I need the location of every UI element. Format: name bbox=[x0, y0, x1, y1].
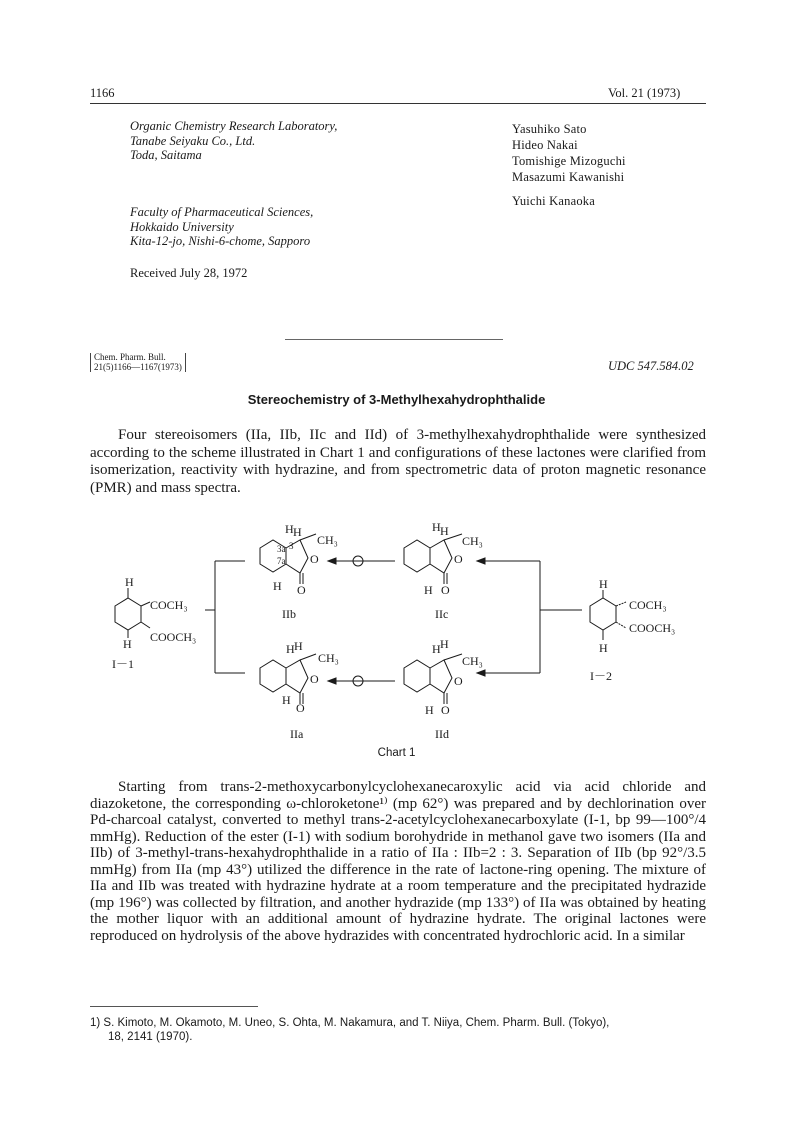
abstract bbox=[90, 427, 706, 497]
separator-rule bbox=[285, 339, 503, 340]
IIb-methyl-label: CH₃ bbox=[317, 533, 338, 547]
IIa-h2-label: H bbox=[294, 639, 303, 653]
header-rule bbox=[90, 103, 706, 104]
IIb-compound-label: IIb bbox=[282, 607, 296, 621]
IId-methyl-label: CH₃ bbox=[462, 654, 483, 668]
I2-acetyl-label: COCH₃ bbox=[629, 598, 667, 612]
lactone-ring-IId bbox=[430, 660, 452, 693]
udc-code: UDC 547.584.02 bbox=[608, 359, 694, 373]
affiliation-line: Hokkaido University bbox=[130, 219, 234, 234]
IIc-h2-label: H bbox=[440, 524, 449, 538]
author-last: Kawanishi bbox=[569, 170, 625, 184]
ring-number-7a: 7a bbox=[277, 556, 286, 566]
article-title: Stereochemistry of 3-Methylhexahydrophthalide bbox=[247, 392, 546, 407]
IIb-carbonyl-label: O bbox=[297, 583, 306, 597]
author-name bbox=[512, 121, 626, 137]
chart-caption: Chart 1 bbox=[377, 747, 416, 759]
cyclohexane-ring-IIc bbox=[404, 540, 430, 572]
IIc-methyl-label: CH₃ bbox=[462, 534, 483, 548]
author-name bbox=[512, 169, 626, 185]
IIc-compound-label: IIc bbox=[435, 607, 449, 621]
cyclohexane-ring-IId bbox=[404, 660, 430, 692]
I1-compound-label: I－1 bbox=[112, 657, 134, 671]
received-date: Received July 28, 1972 bbox=[130, 266, 248, 280]
affiliation-line: Organic Chemistry Research Laboratory, bbox=[130, 119, 338, 133]
author-first: Yuichi bbox=[512, 194, 546, 208]
ring-number-3: 3 bbox=[289, 541, 294, 551]
author-first: Masazumi bbox=[512, 170, 566, 184]
author-name bbox=[512, 193, 626, 209]
IIa-h3-label: H bbox=[282, 693, 291, 707]
IId-h2-label: H bbox=[440, 637, 449, 651]
cyclohexane-ring-I1 bbox=[115, 598, 141, 630]
author-list bbox=[512, 121, 626, 209]
cyclohexane-ring-I2 bbox=[590, 598, 616, 630]
citation-line: Chem. Pharm. Bull. bbox=[94, 352, 166, 362]
IIa-ring-o-label: O bbox=[310, 672, 319, 686]
IId-compound-label: IId bbox=[435, 727, 449, 741]
IIb-h3-label: H bbox=[273, 579, 282, 593]
ring-number-3a: 3a bbox=[277, 544, 286, 554]
I2-h-label: H bbox=[599, 577, 608, 591]
citation-line: 21(5)1166—1167(1973) bbox=[94, 361, 182, 372]
IIa-compound-label: IIa bbox=[290, 727, 304, 741]
I1-acetyl-label: COCH₃ bbox=[150, 598, 188, 612]
body-text bbox=[90, 779, 706, 944]
affiliation-line: Faculty of Pharmaceutical Sciences, bbox=[130, 205, 314, 219]
author-first: Tomishige bbox=[512, 154, 567, 168]
footnote-line: 1) S. Kimoto, M. Okamoto, M. Uneo, S. Ohta, M. Nakamura, and T. Niiya, Chem. Pharm. Bull. (Tokyo), bbox=[90, 1017, 610, 1029]
reaction-scheme bbox=[90, 518, 706, 748]
author-name bbox=[512, 153, 626, 169]
page-number: 1166 bbox=[90, 86, 115, 100]
IIc-h-label: H bbox=[432, 520, 441, 534]
affiliation-hokkaido bbox=[130, 205, 313, 249]
IId-h3-label: H bbox=[425, 703, 434, 717]
affiliation-tanabe bbox=[130, 119, 337, 163]
affiliation-line: Kita-12-jo, Nishi-6-chome, Sapporo bbox=[130, 234, 311, 248]
IIa-methyl-label: CH₃ bbox=[318, 651, 339, 665]
IId-ring-o-label: O bbox=[454, 674, 463, 688]
journal-citation bbox=[90, 353, 186, 372]
I2-h2-label: H bbox=[599, 641, 608, 655]
author-last: Mizoguchi bbox=[569, 154, 626, 168]
IId-carbonyl-label: O bbox=[441, 703, 450, 717]
I1-ester-label: COOCH₃ bbox=[150, 630, 197, 644]
author-last: Sato bbox=[563, 122, 587, 136]
abstract-text: Four stereoisomers (IIa, IIb, IIc and IId) of 3-methylhexahydrophthalide were synthesized according to the scheme illustrated in Chart 1 and configurations of these lactones were clarified from isomerization, reactivity with hydrazine, and from spectrometric data of proton magnetic resonance (PMR) and mass spectra. bbox=[90, 427, 706, 496]
lactone-ring-IIa bbox=[286, 660, 308, 693]
I2-compound-label: I－2 bbox=[590, 669, 612, 683]
footnote-line: 18, 2141 (1970). bbox=[108, 1031, 193, 1043]
affiliation-line: Tanabe Seiyaku Co., Ltd. bbox=[130, 133, 256, 148]
volume-label: Vol. 21 (1973) bbox=[608, 86, 681, 100]
IIc-h3-label: H bbox=[424, 583, 433, 597]
cyclohexane-ring-IIa bbox=[260, 660, 286, 692]
IId-h-label: H bbox=[432, 642, 441, 656]
IIb-ring-o-label: O bbox=[310, 552, 319, 566]
author-first: Hideo bbox=[512, 138, 544, 152]
author-last: Kanaoka bbox=[549, 194, 595, 208]
IIc-carbonyl-label: O bbox=[441, 583, 450, 597]
IIa-carbonyl-label: O bbox=[296, 701, 305, 715]
author-last: Nakai bbox=[546, 138, 578, 152]
footnote-rule bbox=[90, 1006, 258, 1007]
author-first: Yasuhiko bbox=[512, 122, 561, 136]
footnote bbox=[90, 1016, 706, 1044]
affiliation-line: Toda, Saitama bbox=[130, 148, 202, 162]
body-paragraph: Starting from trans-2-methoxycarbonylcyclohexanecaroxylic acid via acid chloride and diazoketone, the corresponding ω-chloroketone¹⁾ (mp 62°) was prepared and by dechlorination over Pd-charcoal catalyst, converted to methyl trans-2-acetylcyclohexanecarboxylate (I-1, bp 99—100°/4 mmHg). Reduction of the ester (I-1) with sodium borohydride in methanol gave two isomers (IIa and IIb) of 3-methyl-trans-hexahydrophthalide in a ratio of IIa : IIb=2 : 3. Separation of IIb (bp 92°/3.5 mmHg) from IIa (mp 43°) utilized the difference in the rate of lactone-ring opening. The mixture of IIa and IIb was treated with hydrazine hydrate at a room temperature and the precipitated hydrazide (mp 196°) was collected by filtration, and another hydrazide (mp 133°) of IIa was obtained by heating the mother liquor with an additional amount of hydrazine hydrate. The original lactones were reproduced on hydrolysis of the above hydrazides with concentrated hydrochloric acid. In a similar bbox=[90, 779, 706, 944]
lactone-ring-IIc bbox=[430, 540, 452, 573]
author-name bbox=[512, 137, 626, 153]
IIa-h-label: H bbox=[286, 642, 295, 656]
IIb-h-label: H bbox=[285, 522, 294, 536]
IIc-ring-o-label: O bbox=[454, 552, 463, 566]
I1-h-label: H bbox=[125, 575, 134, 589]
IIb-h2-label: H bbox=[293, 525, 302, 539]
I2-ester-label: COOCH₃ bbox=[629, 621, 676, 635]
I1-h2-label: H bbox=[123, 637, 132, 651]
